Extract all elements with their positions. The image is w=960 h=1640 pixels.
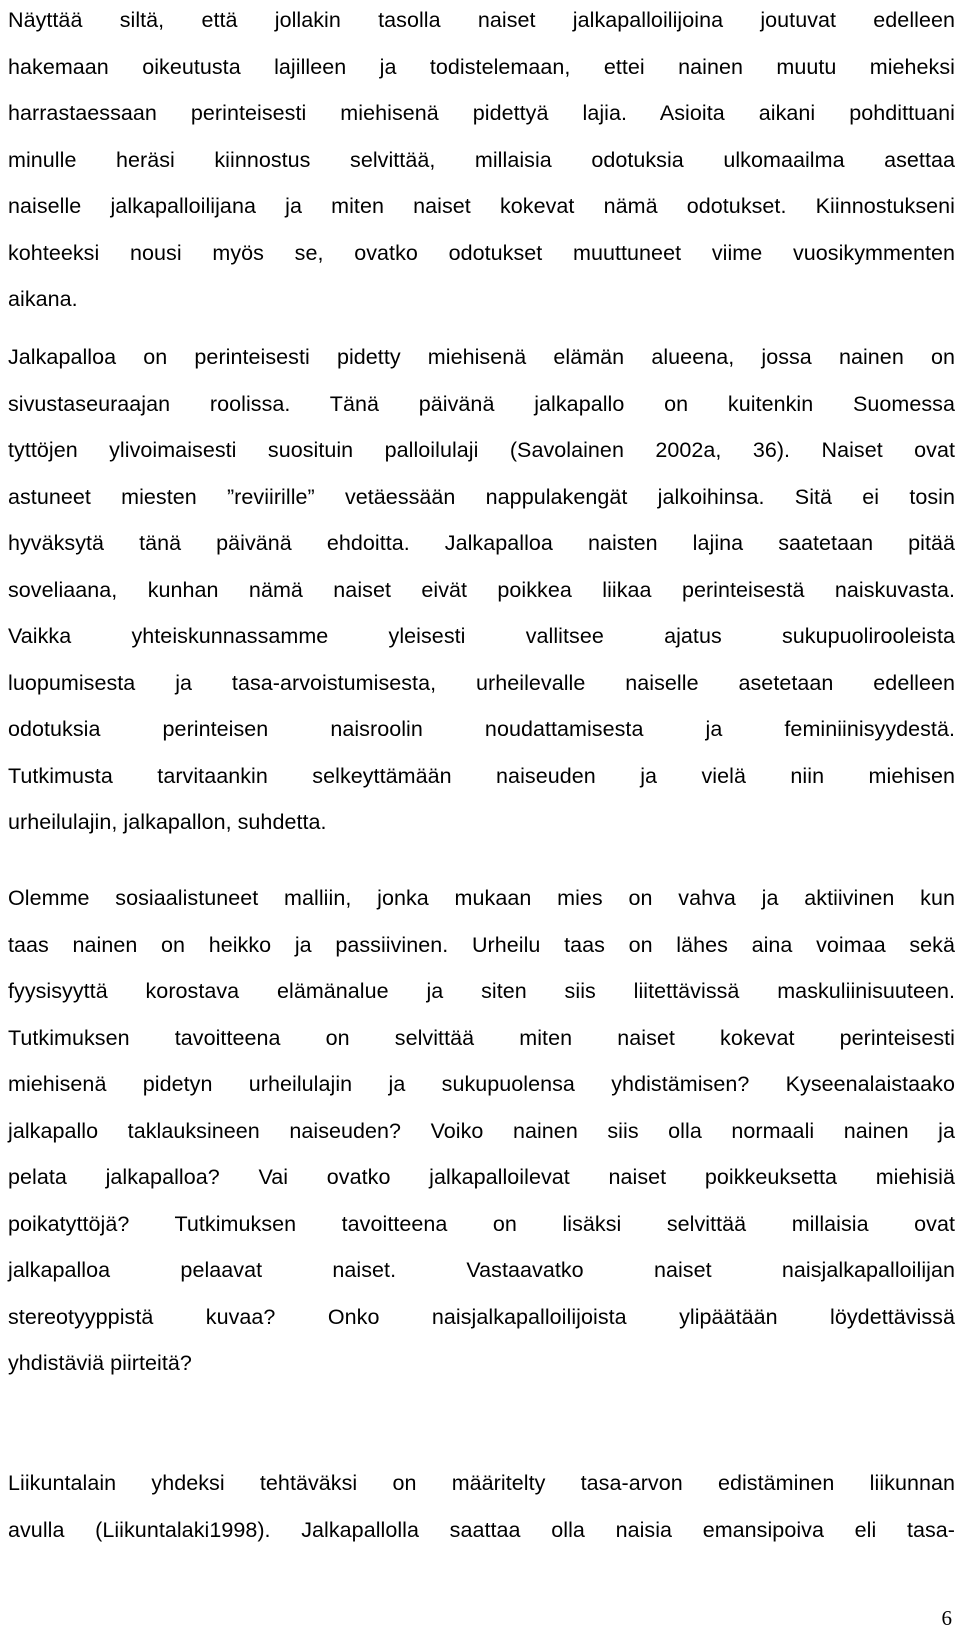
text-line: avulla (Liikuntalaki1998). Jalkapallolla saattaa olla naisia emansipoiva eli tasa- xyxy=(8,1517,955,1542)
text-line: yhdistäviä piirteitä? xyxy=(8,1351,192,1375)
text-line: stereotyyppistä kuvaa? Onko naisjalkapalloilijoista ylipäätään löydettävissä xyxy=(8,1304,955,1329)
paragraph-4 xyxy=(8,1460,955,1553)
text-line: hyväksytä tänä päivänä ehdoitta. Jalkapalloa naisten lajina saatetaan pitää xyxy=(8,531,955,555)
text-line: harrastaessaan perinteisesti miehisenä pidettyä lajia. Asioita aikani pohdittuani xyxy=(8,101,955,125)
paragraph-3 xyxy=(8,875,955,1387)
text-line: urheilulajin, jalkapallon, suhdetta. xyxy=(8,810,327,834)
text-line: astuneet miesten ”reviirille” vetäessään nappulakengät jalkoihinsa. Sitä ei tosin xyxy=(8,484,955,509)
text-line: jalkapallo taklauksineen naiseuden? Voiko nainen siis olla normaali nainen ja xyxy=(8,1118,955,1143)
text-line: Vaikka yhteiskunnassamme yleisesti vallitsee ajatus sukupuolirooleista xyxy=(8,624,955,648)
page-number: 6 xyxy=(941,1606,952,1630)
paragraph-1 xyxy=(8,0,955,323)
text-line: pelata jalkapalloa? Vai ovatko jalkapalloilevat naiset poikkeuksetta miehisiä xyxy=(8,1165,955,1189)
text-line: aikana. xyxy=(8,287,78,311)
text-line: Jalkapalloa on perinteisesti pidetty miehisenä elämän alueena, jossa nainen on xyxy=(8,345,955,369)
text-line: Näyttää siltä, että jollakin tasolla naiset jalkapalloilijoina joutuvat edelleen xyxy=(8,8,955,32)
text-line: poikatyttöjä? Tutkimuksen tavoitteena on lisäksi selvittää millaisia ovat xyxy=(8,1211,955,1236)
text-line: taas nainen on heikko ja passiivinen. Urheilu taas on lähes aina voimaa sekä xyxy=(8,932,955,957)
text-line: Liikuntalain yhdeksi tehtäväksi on määritelty tasa-arvon edistäminen liikunnan xyxy=(8,1471,955,1495)
text-line: soveliaana, kunhan nämä naiset eivät poikkea liikaa perinteisestä naiskuvasta. xyxy=(8,577,955,602)
text-line: naiselle jalkapalloilijana ja miten naiset kokevat nämä odotukset. Kiinnostukseni xyxy=(8,194,955,218)
text-line: Tutkimuksen tavoitteena on selvittää miten naiset kokevat perinteisesti xyxy=(8,1025,955,1050)
text-line: Tutkimusta tarvitaankin selkeyttämään naiseuden ja vielä niin miehisen xyxy=(8,763,955,788)
text-line: odotuksia perinteisen naisroolin noudattamisesta ja feminiinisyydestä. xyxy=(8,717,955,741)
text-line: minulle heräsi kiinnostus selvittää, millaisia odotuksia ulkomaailma asettaa xyxy=(8,147,955,172)
text-line: jalkapalloa pelaavat naiset. Vastaavatko naiset naisjalkapalloilijan xyxy=(8,1258,955,1282)
text-line: tyttöjen ylivoimaisesti suosituin palloilulaji (Savolainen 2002a, 36). Naiset ovat xyxy=(8,438,955,462)
text-line: sivustaseuraajan roolissa. Tänä päivänä jalkapallo on kuitenkin Suomessa xyxy=(8,391,955,416)
text-line: miehisenä pidetyn urheilulajin ja sukupuolensa yhdistämisen? Kyseenalaistaako xyxy=(8,1072,955,1096)
text-line: luopumisesta ja tasa-arvoistumisesta, urheilevalle naiselle asetetaan edelleen xyxy=(8,670,955,695)
paragraph-2 xyxy=(8,334,955,846)
text-line: fyysisyyttä korostava elämänalue ja siten siis liitettävissä maskuliinisuuteen. xyxy=(8,979,955,1003)
text-line: hakemaan oikeutusta lajilleen ja todistelemaan, ettei nainen muutu mieheksi xyxy=(8,54,955,79)
text-line: kohteeksi nousi myös se, ovatko odotukset muuttuneet viime vuosikymmenten xyxy=(8,240,955,265)
text-line: Olemme sosiaalistuneet malliin, jonka mukaan mies on vahva ja aktiivinen kun xyxy=(8,886,955,910)
